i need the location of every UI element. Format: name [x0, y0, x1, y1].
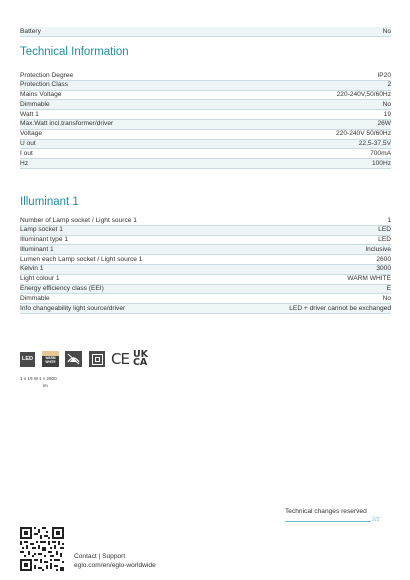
- illuminant-title: Illuminant 1: [20, 196, 79, 208]
- spec-label: Light colour 1: [20, 275, 60, 283]
- spec-value: 220-240V,50/60Hz: [336, 91, 391, 99]
- spec-value: 220-240V 50/60Hz: [336, 130, 391, 138]
- spec-value: 26W: [377, 120, 391, 128]
- spec-label: U out: [20, 140, 36, 148]
- spec-row: [20, 285, 391, 295]
- spec-label: Lamp socket 1: [20, 226, 63, 234]
- spec-value: 700mA: [370, 149, 391, 157]
- spec-label: Protection Degree: [20, 71, 74, 79]
- spec-value: 1: [387, 216, 391, 224]
- certification-logos: [20, 348, 148, 370]
- technical-spec-table: [20, 71, 391, 169]
- illuminant-spec-table: [20, 216, 391, 314]
- spec-value: 19: [383, 110, 391, 118]
- spec-label: Watt 1: [20, 110, 39, 118]
- spec-row: [20, 130, 391, 140]
- spec-row: [20, 100, 391, 110]
- spec-value: No: [382, 294, 391, 302]
- spec-value: 100Hz: [371, 159, 391, 167]
- page-number: 2/2: [372, 516, 380, 523]
- spec-label: I out: [20, 149, 33, 157]
- technical-information-title: Technical Information: [20, 46, 129, 58]
- spec-value: E: [386, 285, 391, 293]
- spec-value: Inclusive: [365, 245, 391, 253]
- spec-label: Illuminant 1: [20, 245, 54, 253]
- spec-row: [20, 216, 391, 226]
- spec-value: 3000: [376, 265, 391, 273]
- spec-label: Mains Voltage: [20, 91, 62, 99]
- led-watt-caption: 1 x 19 W: [20, 376, 39, 381]
- spec-label: Info changeability light source/driver: [20, 304, 126, 312]
- spec-row: [20, 71, 391, 81]
- spec-value: 22,5-37,5V: [358, 140, 391, 148]
- spec-row: [20, 140, 391, 150]
- spec-value: 2600: [376, 255, 391, 263]
- warm-white-icon: WARM WHITE: [42, 351, 59, 367]
- spec-value: LED: [378, 236, 391, 244]
- spec-value: LED + driver cannot be exchanged: [289, 304, 391, 312]
- spec-row: [20, 159, 391, 169]
- spec-label: Lumen each Lamp socket / Light source 1: [20, 255, 143, 263]
- spec-value: WARM WHITE: [347, 275, 391, 283]
- spec-row: [20, 265, 391, 275]
- contact-label[interactable]: Contact | Support: [74, 553, 126, 560]
- spec-label: Dimmable: [20, 100, 50, 108]
- technical-changes-note: Technical changes reserved: [285, 508, 367, 515]
- spec-value: IP20: [377, 71, 391, 79]
- spec-row: [20, 81, 391, 91]
- contact-url[interactable]: eglo.com/en/eglo-worldwide: [74, 562, 156, 569]
- spec-label: Max.Watt incl.transformer/driver: [20, 120, 114, 128]
- protection-class-2-icon: [89, 351, 105, 367]
- footer-divider: [285, 521, 371, 522]
- spec-row: [20, 226, 391, 236]
- non-dimmable-icon: [65, 351, 82, 367]
- spec-row: [20, 304, 391, 314]
- spec-label: Protection Class: [20, 81, 69, 89]
- lumen-unit-caption: lm: [43, 383, 48, 388]
- spec-value: No: [382, 100, 391, 108]
- ce-mark-icon: CE: [111, 350, 129, 368]
- spec-label: Battery: [20, 27, 41, 35]
- lumen-caption: 1 x 2600: [39, 376, 57, 381]
- spec-row-battery: [20, 27, 391, 37]
- spec-value: No: [382, 27, 391, 35]
- spec-row: [20, 255, 391, 265]
- spec-label: Kelvin 1: [20, 265, 44, 273]
- spec-row: [20, 149, 391, 159]
- spec-value: LED: [378, 226, 391, 234]
- spec-label: Number of Lamp socket / Light source 1: [20, 216, 137, 224]
- qr-code-icon[interactable]: [20, 527, 64, 571]
- led-icon: LED: [20, 352, 35, 367]
- spec-row: [20, 91, 391, 101]
- spec-label: Energy efficiency class (EEI): [20, 285, 104, 293]
- contact-support[interactable]: [74, 552, 156, 570]
- spec-label: Hz: [20, 159, 29, 167]
- top-spec-table: [20, 27, 391, 37]
- spec-label: Dimmable: [20, 294, 50, 302]
- spec-label: Illuminant type 1: [20, 236, 69, 244]
- spec-row: [20, 236, 391, 246]
- spec-label: Voltage: [20, 130, 42, 138]
- spec-value: 2: [387, 81, 391, 89]
- ukca-mark-icon: UK CA: [132, 349, 149, 368]
